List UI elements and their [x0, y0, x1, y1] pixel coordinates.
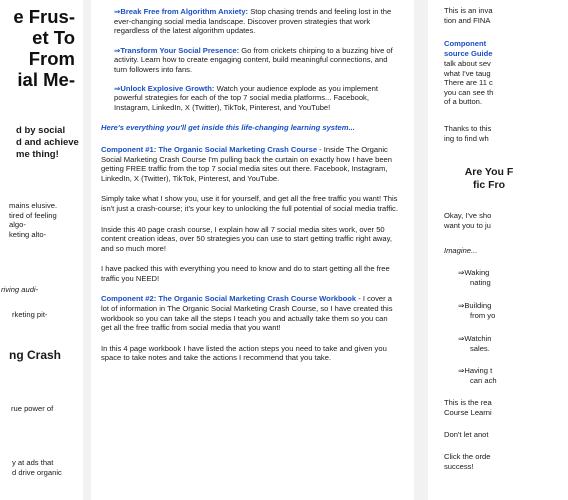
left-section-heading: ng Crash [9, 348, 62, 362]
intro-heading: Here's everything you'll get inside this life-changing learning system... [101, 123, 355, 133]
right-okay: Okay, I've sho want you to ju [444, 211, 492, 230]
left-page [0, 0, 83, 500]
left-page-subtitle: d by social d and achieve me thing! [16, 125, 79, 160]
paragraph-workbook: In this 4 page workbook I have listed the action steps you need to take and given you space to take notes and take the actions I recommend that you take. [101, 343, 387, 363]
left-paragraph-4: rue power of [11, 404, 54, 413]
right-real: This is the rea Course Learni [444, 398, 492, 417]
right-item-4: ⇒Having t can ach [458, 366, 497, 385]
component-3-heading: Component source Guide [444, 39, 493, 58]
right-imagine: Imagine... [444, 246, 478, 255]
paragraph-inside: Inside this 40 page crash course, I explain how all 7 social media sites work, over 50 content creation ideas, over 50 strategies you can use to start getting traffic right away, and so much more! [101, 224, 392, 253]
right-item-3: ⇒Watchin sales. [458, 334, 492, 353]
right-heading: Are You F fic Fro [464, 166, 514, 191]
right-item-1: ⇒Waking nating [458, 268, 491, 287]
component-2: Component #2: The Organic Social Marketing Crash Course Workbook - I cover a lot of information in The Organic Social Marketing Crash Course, so I have created this workbook so you can take all the steps I teach you and actually take them so you can get all the free traffic from social media that you want! [101, 294, 393, 333]
paragraph-simply: Simply take what I show you, use it for yourself, and get all the free traffic you want! This isn't just a crash-course; it's your key to unlocking the full potential of social media traffic. [101, 194, 398, 213]
left-page-title: e Frus- et To From ial Me- [13, 6, 75, 90]
right-dont: Don't let anot [444, 430, 489, 439]
left-paragraph-2: riving audi- [1, 285, 39, 294]
middle-page [91, 0, 414, 500]
right-page [428, 0, 568, 500]
right-paragraph-1: This is an inva tion and FINA [444, 6, 493, 25]
right-thanks: Thanks to this ing to find wh [444, 124, 492, 143]
paragraph-packed: I have packed this with everything you need to know and do to start getting all the free traffic you NEED! [101, 264, 390, 283]
left-paragraph-3: rketing pit- [12, 310, 48, 319]
right-click: Click the orde success! [444, 452, 491, 471]
left-paragraph-1: mains elusive. tired of feeling algo- keting alto- [9, 201, 58, 239]
bullet-algorithm-anxiety: ⇒Break Free from Algorithm Anxiety: Stop chasing trends and feeling lost in the ever-changing social media landscape. Discover proven strategies that work regardless of the latest algorithm updates. [114, 7, 392, 36]
bullet-social-presence: ⇒Transform Your Social Presence: Go from crickets chirping to a buzzing hive of activity. Learn how to create engaging content, build meaningful connections, and turn followers into fans. [114, 45, 393, 74]
bullet-explosive-growth: ⇒Unlock Explosive Growth: Watch your audience explode as you implement powerful strategies for each of the top 7 social media platforms... Facebook, Instagram, LinkedIn, X (Twitter), TikTok, Pinterest, and YouTube! [114, 83, 378, 112]
left-paragraph-5: y at ads that d drive organic [12, 458, 62, 477]
component-1: Component #1: The Organic Social Marketing Crash Course - Inside The Organic Social Marketing Crash Course I'm pulling back the curtain on exactly how I have been getting FREE traffic from the top 7 social media sites out there. Facebook, Instagram, LinkedIn, X (Twitter), TikTok, Pinterest, and YouTube. [101, 144, 393, 183]
right-item-2: ⇒Building from yo [458, 301, 496, 320]
component-3-text: talk about sev what I've taug There are 11 c you can see th of a button. [444, 59, 494, 107]
